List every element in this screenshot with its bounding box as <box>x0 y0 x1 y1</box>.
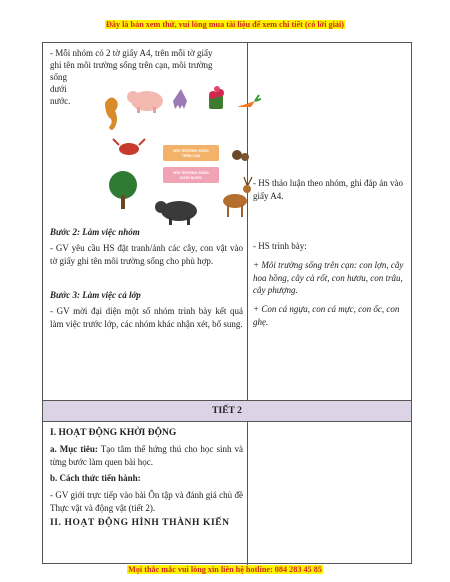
buffalo-icon <box>155 201 197 225</box>
habitat-illustration <box>99 83 261 227</box>
intro-line: nước. <box>50 96 71 106</box>
svg-text:MÔI TRƯỜNG SỐNG: MÔI TRƯỜNG SỐNG <box>173 171 209 175</box>
section2-heading: II. HOẠT ĐỘNG HÌNH THÀNH KIẾN <box>50 518 230 528</box>
intro-line: sống <box>50 72 68 82</box>
step2-text: - GV yêu cầu HS đặt tranh/ảnh các cây, con vật vào tờ giấy ghi tên môi trường sống cho phù hợp. <box>50 243 243 266</box>
crab-icon <box>113 139 145 155</box>
preview-banner: Đây là bản xem thử, vui lòng mua tài liệu để xem chi tiết (có lời giải) <box>105 20 344 29</box>
intro-line: - Mỗi nhóm có 2 tờ giấy A4, trên mỗi tờ giấy <box>50 48 213 58</box>
intro-line: dưới <box>50 84 67 94</box>
goal-label: a. Mục tiêu: <box>50 444 98 454</box>
goal-text: Tạo tâm thế hứng thú cho học sinh và từng bước làm quen bài học. <box>50 444 243 467</box>
lesson-period-header: TIẾT 2 <box>43 400 411 422</box>
deer-icon <box>223 177 252 217</box>
intro-line: ghi tên môi trường sống trên cạn, môi trường <box>50 60 213 70</box>
goal-paragraph <box>50 443 243 468</box>
hotline-banner: Mọi thắc mắc vui lòng xin liên hệ hotline: 084 283 45 85 <box>128 565 322 574</box>
present-text: - HS trình bày: <box>253 241 307 251</box>
land-habitat-answer: + Môi trường sống trên cạn: con lợn, cây hoa hồng, cây cà rốt, con hươu, con trâu, cây phượng. <box>253 260 404 295</box>
tree-icon <box>109 171 137 209</box>
column-divider <box>247 422 248 565</box>
method-text: - GV giới trực tiếp vào bài Ôn tập và đánh giá chủ đề Thực vật và động vật (tiết 2). <box>50 490 243 513</box>
land-habitat-card <box>163 145 219 161</box>
pig-icon <box>127 91 163 113</box>
svg-text:MÔI TRƯỜNG SỐNG: MÔI TRƯỜNG SỐNG <box>173 149 209 153</box>
rose-plant-icon <box>209 86 224 109</box>
method-label: b. Cách thức tiến hành: <box>50 473 141 483</box>
svg-text:TRÊN CẠN: TRÊN CẠN <box>181 154 201 158</box>
carrot-icon <box>237 95 261 107</box>
seahorse-icon <box>105 97 118 130</box>
snail-icon <box>232 150 249 161</box>
section1-heading: I. HOẠT ĐỘNG KHỞI ĐỘNG <box>50 428 177 438</box>
lesson-table <box>42 42 412 564</box>
water-habitat-card <box>163 167 219 183</box>
water-habitat-answer: + Con cá ngựa, con cá mực, con ốc, con ghẹ. <box>253 304 400 327</box>
step3-text: - GV mời đại diện một số nhóm trình bày kết quả làm việc trước lớp, các nhóm khác nhận xét, bổ sung. <box>50 306 243 329</box>
squid-icon <box>173 89 187 109</box>
step3-heading: Bước 3: Làm việc cả lớp <box>50 290 141 300</box>
step2-heading: Bước 2: Làm việc nhóm <box>50 227 140 237</box>
svg-text:DƯỚI NƯỚC: DƯỚI NƯỚC <box>180 176 202 180</box>
discuss-text: - HS thảo luận theo nhóm, ghi đáp án vào giấy A4. <box>253 178 403 201</box>
